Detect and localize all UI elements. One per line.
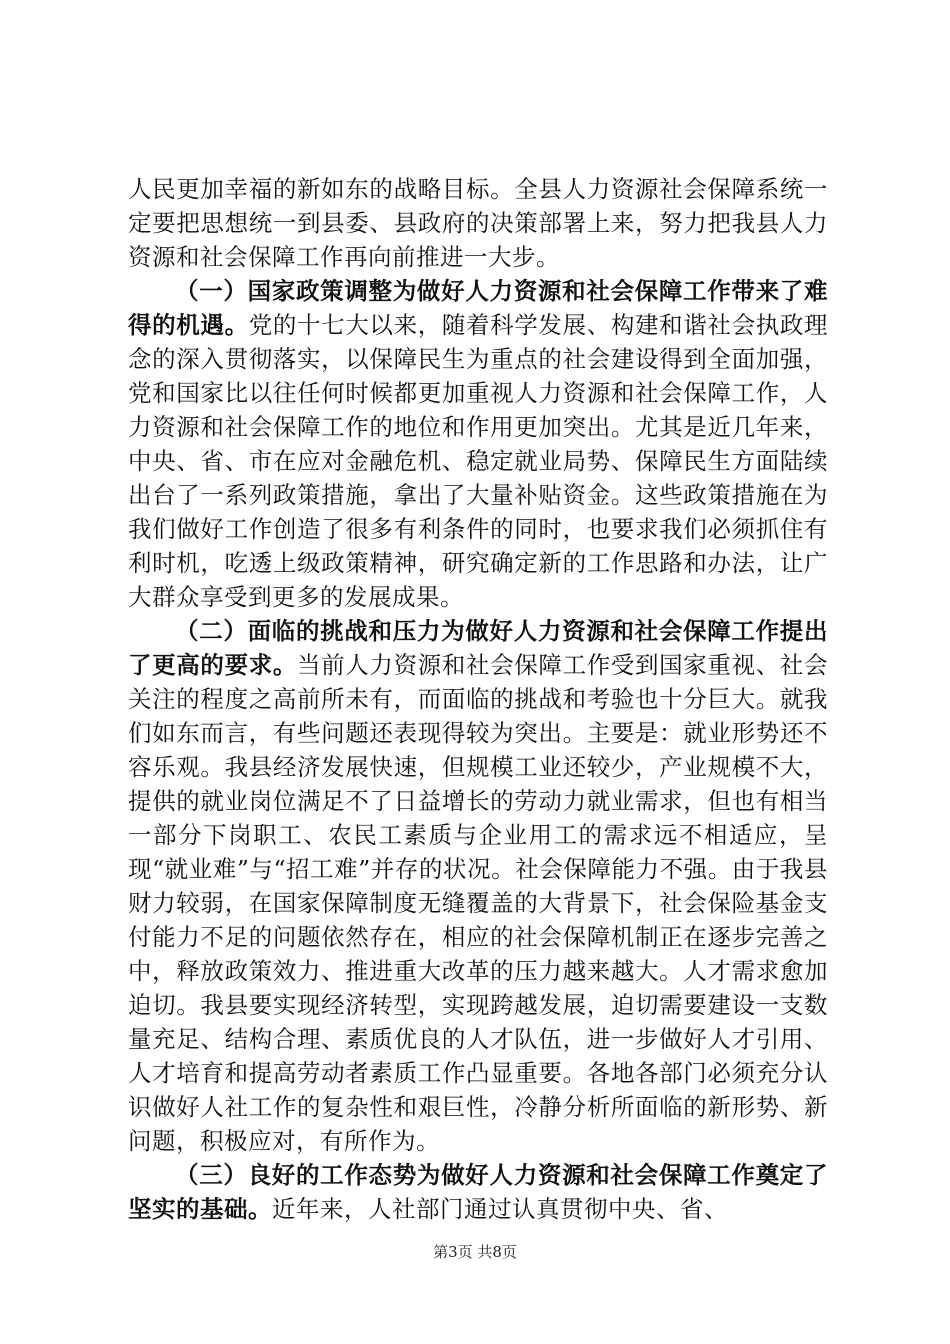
page-footer: 第3页 共8页 xyxy=(433,1243,517,1261)
section-3-paragraph xyxy=(128,1158,828,1226)
section-2-heading: （二）面临的挑战和压力为做好人力资源和社会保障工作提出了更高的要求。 xyxy=(128,617,828,679)
continuation-paragraph: 人民更加幸福的新如东的战略目标。全县人力资源社会保障系统一定要把思想统一到县委、县政府的决策部署上来，努力把我县人力资源和社会保障工作再向前推进一大步。 xyxy=(128,175,828,271)
section-1-heading: （一）国家政策调整为做好人力资源和社会保障工作带来了难得的机遇。 xyxy=(128,277,828,339)
section-3-heading: （三）良好的工作态势为做好人力资源和社会保障工作奠定了坚实的基础。 xyxy=(128,1161,828,1223)
section-2-body: 当前人力资源和社会保障工作受到国家重视、社会关注的程度之高前所未有，而面临的挑战和考验也十分巨大。就我们如东而言，有些问题还表现得较为突出。主要是：就业形势还不容乐观。我县经济发展快速，但规模工业还较少，产业规模不大，提供的就业岗位满足不了日益增长的劳动力就业需求，但也有相当一部分下岗职工、农民工素质与企业用工的需求远不相适应，呈现“就业难”与“招工难”并存的状况。社会保障能力不强。由于我县财力较弱，在国家保障制度无缝覆盖的大背景下，社会保险基金支付能力不足的问题依然存在，相应的社会保障机制正在逐步完善之中，释放政策效力、推进重大改革的压力越来越大。人才需求愈加迫切。我县要实现经济转型，实现跨越发展，迫切需要建设一支数量充足、结构合理、素质优良的人才队伍，进一步做好人才引用、人才培育和提高劳动者素质工作凸显重要。各地各部门必须充分认识做好人社工作的复杂性和艰巨性，冷静分析所面临的新形势、新问题，积极应对，有所作为。 xyxy=(128,651,828,1155)
section-2-paragraph xyxy=(128,614,828,1158)
document-body xyxy=(128,172,828,1226)
section-1-body: 党的十七大以来，随着科学发展、构建和谐社会执政理念的深入贯彻落实，以保障民生为重点的社会建设得到全面加强，党和国家比以往任何时候都更加重视人力资源和社会保障工作，人力资源和社会保障工作的地位和作用更加突出。尤其是近几年来，中央、省、市在应对金融危机、稳定就业局势、保障民生方面陆续出台了一系列政策措施，拿出了大量补贴资金。这些政策措施在为我们做好工作创造了很多有利条件的同时，也要求我们必须抓住有利时机，吃透上级政策精神，研究确定新的工作思路和办法，让广大群众享受到更多的发展成果。 xyxy=(128,311,829,611)
section-3-body: 近年来，人社部门通过认真贯彻中央、省、 xyxy=(272,1195,728,1223)
section-1-paragraph xyxy=(128,274,828,614)
